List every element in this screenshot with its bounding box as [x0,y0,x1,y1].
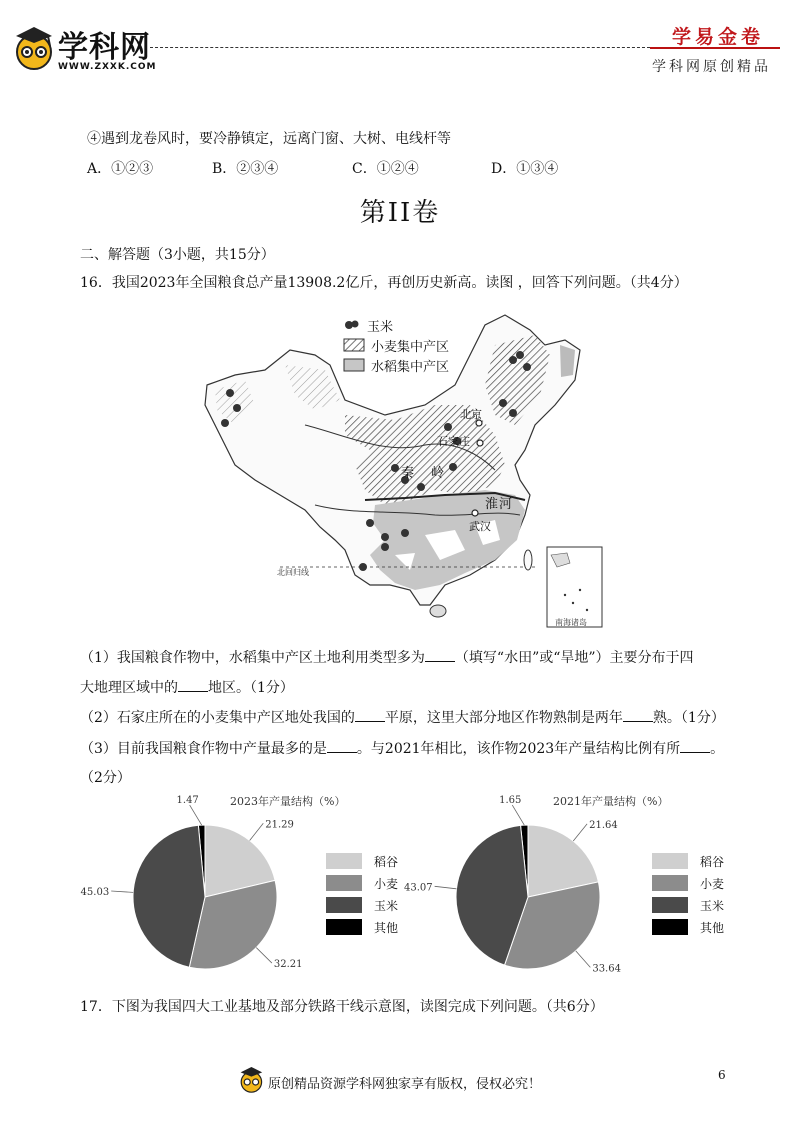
section-heading: 二、解答题（3小题，共15分） [80,247,275,263]
swatch-rice [652,853,688,869]
q16-sub2: （2）石家庄所在的小麦集中产区地处我国的 平原，这里大部分地区作物熟制是两年 熟。（1分） [80,707,725,728]
footer-copyright: 原创精品资源学科网独家享有版权，侵权必究！ [268,1077,542,1092]
swatch-corn [652,897,688,913]
q16-sub1-line1: （1）我国粮食作物中，水稻集中产区土地利用类型多为 （填写“水田”或“旱地”）主要分布于四 [80,647,694,668]
map-label-shijiazhuang: 石家庄 [437,435,470,448]
map-label-tropic: 北回归线 [277,568,309,577]
legend-rice: 水稻集中产区 [343,355,449,375]
swatch-rice [326,853,362,869]
pie-value-label: 33.64 [592,963,621,975]
mascot-icon [12,22,58,72]
header-divider [150,47,650,48]
legend-item: 其他 [652,916,724,938]
answer-blank[interactable] [355,707,385,722]
legend-wheat: 小麦集中产区 [343,335,449,355]
legend-item: 稻谷 [652,850,724,872]
option-a: A．①②③ [87,161,154,177]
map-label-he: 河 [499,497,513,512]
option-d: D．①③④ [491,161,559,177]
legend-item: 稻谷 [326,850,398,872]
swatch-corn [326,897,362,913]
china-crop-map [195,305,615,635]
mascot-icon [238,1064,266,1094]
gray-swatch-icon [343,358,365,372]
volume-title: 第II卷 [359,198,441,228]
answer-blank[interactable] [327,738,357,753]
pie-value-label: 45.03 [80,887,110,899]
answer-blank[interactable] [425,647,455,662]
pie-slice-corn [133,825,205,967]
swatch-wheat [326,875,362,891]
answer-blank[interactable] [178,677,208,692]
pie-value-label: 43.07 [403,882,433,894]
map-legend [343,315,449,375]
map-label-inset: 南海诸岛 [555,618,587,627]
legend-item: 玉米 [652,894,724,916]
pie-leader-line [435,886,457,889]
corn-icon [343,318,361,332]
option-b: B．②③④ [212,161,279,177]
pie-leader-line [576,951,591,967]
pie-value-label: 21.29 [265,819,294,831]
swatch-other [652,919,688,935]
series-title: 学易金卷 [672,26,765,48]
q17-stem: 17．下图为我国四大工业基地及部分铁路干线示意图，读图完成下列问题。（共6分） [80,999,604,1015]
brand-name: 学科网 [58,30,151,65]
pie-leader-line [512,805,524,825]
pie-leader-line [250,823,264,840]
q16-sub3-score: （2分） [80,770,131,786]
map-label-qin: 秦 [401,466,415,481]
legend-item: 小麦 [652,872,724,894]
brand-url: WWW.ZXXK.COM [58,62,157,72]
q16-stem: 16．我国2023年全国粮食总产量13908.2亿斤，再创历史新高。读图 ，回答下列问题。（共4分） [80,275,688,291]
pie-legend-2 [652,850,724,938]
answer-blank[interactable] [680,738,710,753]
pie-leader-line [111,891,133,892]
page-number: 6 [718,1068,726,1082]
legend-item: 小麦 [326,872,398,894]
pie-leader-line [573,824,587,841]
legend-item: 玉米 [326,894,398,916]
q15-item4: ④遇到龙卷风时，要冷静镇定，远离门窗、大树、电线杆等 [87,131,451,147]
q16-sub1-line2: 大地理区域中的 地区。（1分） [80,677,294,698]
pie-title: 2021年产量结构（%） [553,795,669,808]
option-c: C．①②④ [352,161,419,177]
pie-value-label: 21.64 [589,819,618,831]
pie-value-label: 1.65 [499,795,522,807]
map-label-ling: 岭 [431,466,445,481]
q16-sub3: （3）目前我国粮食作物中产量最多的是 。与2021年相比，该作物2023年产量结构比例有所 。 [80,738,724,759]
map-label-wuhan: 武汉 [469,520,491,533]
pie-leader-line [190,805,202,825]
pie-title: 2023年产量结构（%） [230,795,346,808]
pie-leader-line [256,948,272,963]
swatch-other [326,919,362,935]
pie-value-label: 32.21 [273,959,303,971]
legend-item: 其他 [326,916,398,938]
map-label-huai: 淮 [485,497,499,512]
pie-value-label: 1.47 [176,795,199,807]
pie-legend-1 [326,850,398,938]
swatch-wheat [652,875,688,891]
series-subtitle: 学科网原创精品 [652,59,771,75]
hatch-swatch-icon [343,338,365,352]
map-label-beijing: 北京 [460,408,482,421]
answer-blank[interactable] [623,707,653,722]
legend-corn: 玉米 [343,315,449,335]
